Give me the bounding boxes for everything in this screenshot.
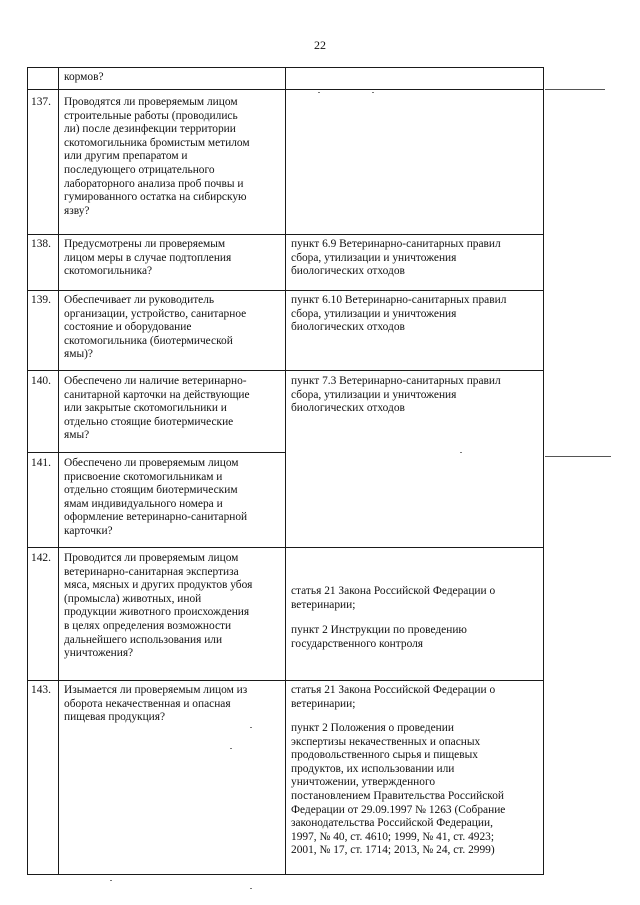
- scan-speck: [250, 727, 252, 728]
- row-number: 142.: [31, 552, 51, 564]
- scan-speck: [460, 452, 462, 453]
- scan-speck: [318, 92, 320, 93]
- question-text: Обеспечено ли проверяемым лицом присвоение скотомогильникам и отдельно стоящим биотермическим ямам индивидуального номера и оформление ветеринарно-санитарной карточки?: [64, 457, 248, 537]
- question-text: Обеспечено ли наличие ветеринарно- санитарной карточки на действующие или закрытые скотомогильники и отдельно стоящие биотермические ямы?: [64, 375, 250, 442]
- question-text: Проводится ли проверяемым лицом ветеринарно-санитарная экспертиза мяса, мясных и других продуктов убоя (промысла) животных, иной продукции животного происхождения в целях определения возможности дальнейшего использования или уничтожения?: [64, 552, 253, 660]
- margin-rule-stub: [545, 456, 611, 457]
- requirement-text: статья 21 Закона Российской Федерации о ветеринарии;: [291, 684, 496, 710]
- row-number: 137.: [31, 96, 51, 108]
- question-text: Изымается ли проверяемым лицом из оборота некачественная и опасная пищевая продукция?: [64, 684, 248, 724]
- requirement-text: пункт 7.3 Ветеринарно-санитарных правил сбора, утилизации и уничтожения биологических отходов: [291, 375, 501, 415]
- requirement-text: пункт 6.10 Ветеринарно-санитарных правил сбора, утилизации и уничтожения биологических отходов: [291, 294, 507, 334]
- table-rule: [27, 452, 285, 453]
- requirement-text: пункт 2 Положения о проведении экспертизы некачественных и опасных продовольственного сырья и пищевых продуктов, их использовании или уничтожении, утвержденного постановлением Правительства Российской Федерации от 29.09.1997 № 1263 (Собрание законодательства Российской Федерации, 1997, № 40, ст. 4610; 1999, № 41, ст. 4923; 2001, № 17, ст. 1714; 2013, № 24, ст. 2999): [291, 722, 506, 857]
- table-rule: [58, 67, 59, 875]
- row-number: 138.: [31, 238, 51, 250]
- question-text: Проводятся ли проверяемым лицом строительные работы (проводились ли) после дезинфекции территории скотомогильника бромистым метилом или другим препаратом и последующего отрицательного лабораторного анализа проб почвы и гумированного остатка на сибирскую язву?: [64, 96, 250, 217]
- row-number: 141.: [31, 457, 51, 469]
- requirement-text: пункт 2 Инструкции по проведению государственного контроля: [291, 624, 467, 650]
- requirement-text: статья 21 Закона Российской Федерации о ветеринарии;: [291, 585, 496, 611]
- requirement-text: пункт 6.9 Ветеринарно-санитарных правил сбора, утилизации и уничтожения биологических отходов: [291, 238, 501, 278]
- row-number: 143.: [31, 684, 51, 696]
- page-number: 22: [314, 38, 326, 52]
- question-text: кормов?: [64, 71, 104, 83]
- question-text: Предусмотрены ли проверяемым лицом меры в случае подтопления скотомогильника?: [64, 238, 232, 278]
- row-number: 140.: [31, 375, 51, 387]
- scan-speck: [250, 888, 252, 889]
- row-number: 139.: [31, 294, 51, 306]
- question-text: Обеспечивает ли руководитель организации, устройство, санитарное состояние и оборудование скотомогильника (биотермической ямы)?: [64, 294, 247, 361]
- table-rule: [27, 67, 28, 875]
- scan-speck: [230, 748, 232, 749]
- table-rule: [543, 67, 544, 875]
- scan-speck: [372, 92, 374, 93]
- scan-speck: [110, 880, 112, 881]
- margin-rule-stub: [545, 89, 605, 90]
